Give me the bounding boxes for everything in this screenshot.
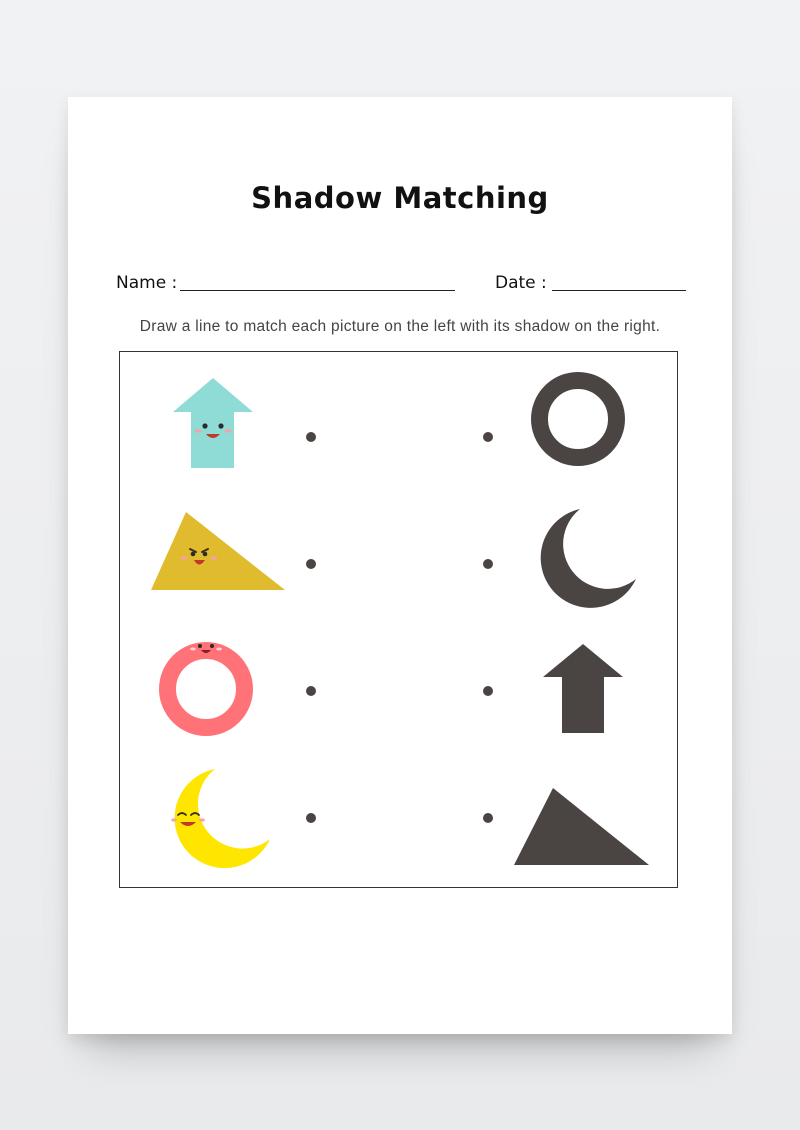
right-dot-1 (483, 432, 493, 442)
right-dot-4 (483, 813, 493, 823)
name-label: Name : (116, 273, 178, 293)
date-label: Date : (495, 273, 547, 293)
left-dot-1 (306, 432, 316, 442)
worksheet-page (68, 97, 732, 1034)
ring-icon (168, 644, 245, 728)
right-dot-3 (483, 686, 493, 696)
matching-artwork (68, 97, 732, 1034)
arrow-up-icon (173, 378, 253, 468)
triangle-icon (151, 512, 285, 590)
right-dot-2 (483, 559, 493, 569)
worksheet-title: Shadow Matching (251, 181, 549, 215)
triangle-shadow-icon (514, 788, 649, 865)
instructions: Draw a line to match each picture on the left with its shadow on the right. (139, 318, 661, 335)
crescent-moon-shadow-icon (541, 509, 636, 608)
ring-shadow-icon (540, 381, 617, 458)
arrow-up-shadow-icon (543, 644, 623, 733)
left-dot-2 (306, 559, 316, 569)
crescent-moon-icon (171, 769, 270, 868)
left-dot-3 (306, 686, 316, 696)
left-dot-4 (306, 813, 316, 823)
